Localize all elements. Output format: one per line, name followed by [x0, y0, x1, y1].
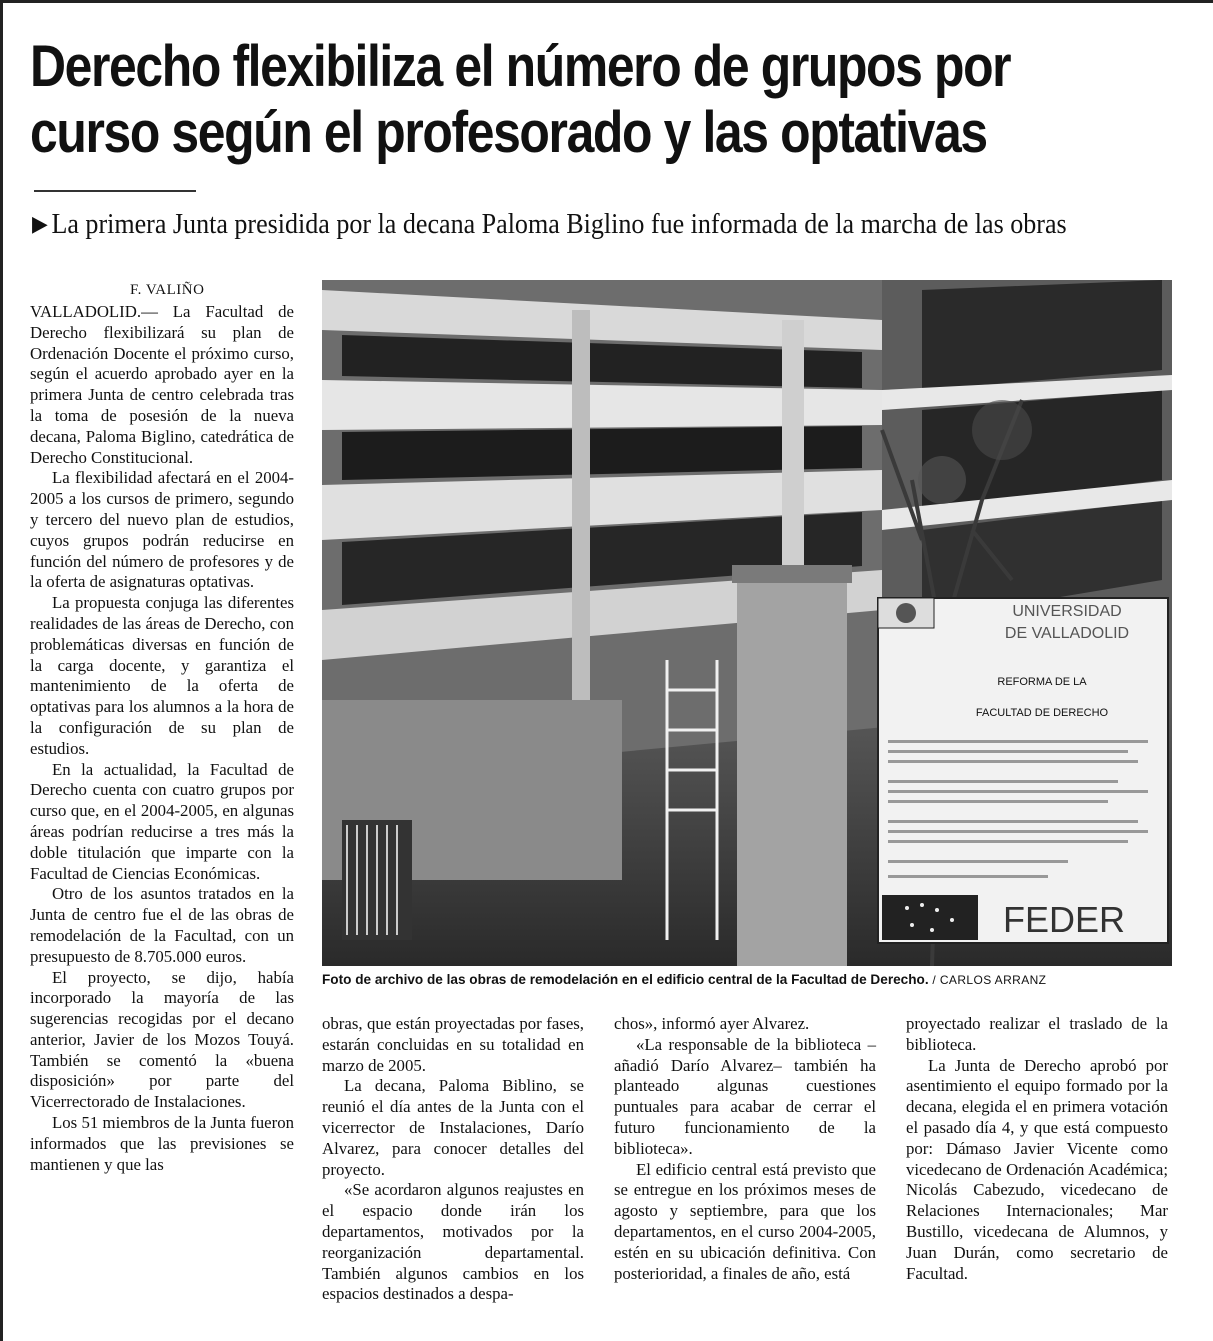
byline: F. VALIÑO	[130, 282, 205, 298]
column-3	[614, 1014, 876, 1284]
scan-edge-top	[0, 0, 1213, 3]
paragraph: La Junta de Derecho aprobó por asentimiento el equipo formado por la decana, elegida el en primera votación el pasado día 4, y que está compuesto por: Dámaso Javier Vicente como vicedecano de Ordenación Académica; Nicolás Cabezudo, vicedecano de Relaciones Internacionales; Mar Bustillo, vicedecana de Alumnos, y Juan Durán, como secretario de Facultad.	[906, 1055, 1168, 1283]
photo-credit: / CARLOS ARRANZ	[932, 973, 1047, 987]
paragraph: proyectado realizar el traslado de la biblioteca.	[906, 1014, 1168, 1054]
sign-line-3: REFORMA DE LA	[997, 676, 1087, 688]
column-2	[322, 1014, 584, 1305]
sign-line-1: UNIVERSIDAD	[1012, 603, 1122, 620]
paragraph: Los 51 miembros de la Junta fueron informados que las previsiones se mantienen y que las	[30, 1113, 294, 1174]
paragraph: obras, que están proyectadas por fases, estarán concluidas en su totalidad en marzo de 2005.	[322, 1014, 584, 1075]
paragraph: VALLADOLID.— La Facultad de Derecho flexibilizará su plan de Ordenación Docente el próximo curso, según el acuerdo aprobado ayer en la primera Junta de centro celebrada tras la toma de posesión de la nueva decana, Paloma Biglino, catedrática de Derecho Constitucional.	[30, 302, 294, 467]
paragraph: En la actualidad, la Facultad de Derecho cuenta con cuatro grupos por curso que, en el 2004-2005, en algunas áreas podrían reducirse a tres más la doble titulación que imparte con la Facultad de Ciencias Económicas.	[30, 759, 294, 883]
paragraph: «Se acordaron algunos reajustes en el espacio donde irán los departamentos, motivados por la reorganización departamental. También algunos cambios en los espacios destinados a despa-	[322, 1180, 584, 1304]
caption-text: Foto de archivo de las obras de remodelación en el edificio central de la Facultad de Derecho.	[322, 972, 929, 987]
subheadline-text: La primera Junta presidida por la decana Paloma Biglino fue informada de la marcha de las obras	[51, 209, 1067, 240]
scan-edge-left	[0, 0, 3, 1341]
column-1	[30, 302, 294, 1175]
triangle-bullet-icon: ▶	[32, 211, 48, 236]
paragraph: La propuesta conjuga las diferentes realidades de las áreas de Derecho, con problemáticas diversas en función de la carga docente, y garantiza el mantenimiento de la oferta de optativas para los alumnos a la hora de la configuración de su plan de estudios.	[30, 593, 294, 758]
paragraph: El proyecto, se dijo, había incorporado la mayoría de las sugerencias recogidas por el decano anterior, Javier de los Mozos Touyá. También se comentó la «buena disposición» por parte del Vicerrectorado de Instalaciones.	[30, 967, 294, 1112]
headline-rule	[34, 190, 196, 192]
subheadline	[32, 204, 1102, 245]
sign-line-2: DE VALLADOLID	[1004, 625, 1130, 642]
paragraph: Otro de los asuntos tratados en la Junta de centro fue el de las obras de remodelación de la Facultad, con un presupuesto de 8.705.000 euros.	[30, 884, 294, 966]
construction-photo	[322, 280, 1172, 966]
headline	[30, 34, 1036, 166]
paragraph: El edificio central está previsto que se entregue en los próximos meses de agosto y septiembre, para que los departamentos, en el curso 2004-2005, estén en su ubicación definitiva. Con posterioridad, a finales de año, está	[614, 1159, 876, 1283]
headline-line-2: curso según el profesorado y las optativas	[30, 100, 987, 165]
column-4	[906, 1014, 1168, 1284]
paragraph: La flexibilidad afectará en el 2004-2005 a los cursos de primero, segundo y tercero del nuevo plan de estudios, cuyos grupos podrán reducirse en función del número de profesores y de la oferta de asignaturas optativas.	[30, 468, 294, 592]
sign-feder-text: FEDER	[1002, 899, 1126, 940]
photo-caption	[322, 972, 1182, 987]
headline-line-1: Derecho flexibiliza el número de grupos por	[30, 34, 1011, 99]
paragraph: «La responsable de la biblioteca –añadió Darío Alvarez– también ha planteado algunas cuestiones puntuales para acabar de cerrar el futuro funcionamiento de la biblioteca».	[614, 1034, 876, 1158]
photo-illustration	[322, 280, 1172, 966]
sign-line-4: FACULTAD DE DERECHO	[975, 707, 1109, 719]
paragraph: chos», informó ayer Alvarez.	[614, 1014, 810, 1033]
paragraph: La decana, Paloma Biblino, se reunió el día antes de la Junta con el vicerrector de Instalaciones, Darío Alvarez, para conocer detalles del proyecto.	[322, 1076, 584, 1179]
